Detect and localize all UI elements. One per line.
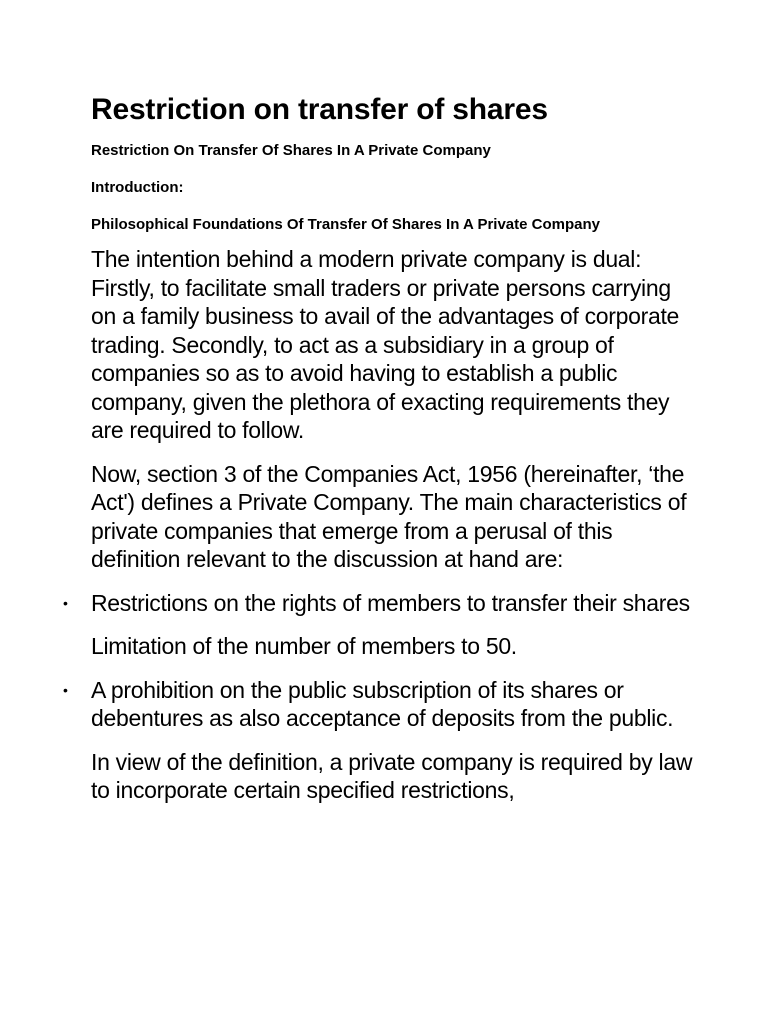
subheading-philosophical-foundations: Philosophical Foundations Of Transfer Of Shares In A Private Company [91, 216, 600, 233]
bullet-text: Restrictions on the rights of members to transfer their shares [91, 589, 690, 616]
document-title: Restriction on transfer of shares [91, 93, 548, 126]
paragraph-in-view: In view of the definition, a private company is required by law to incorporate certain specified restrictions, [91, 748, 693, 803]
subheading-restriction: Restriction On Transfer Of Shares In A Private Company [91, 142, 491, 159]
bullet-icon: • [63, 681, 68, 698]
paragraph-limitation: Limitation of the number of members to 50. [91, 633, 517, 659]
subheading-introduction: Introduction: [91, 179, 184, 196]
document-page [63, 92, 701, 820]
paragraph-section-3: Now, section 3 of the Companies Act, 1956 (hereinafter, ‘the Act') defines a Private Company. The main characteristics of private companies that emerge from a perusal of this definition relevant to the discussion at hand are: [91, 460, 687, 572]
bullet-item-restrictions [63, 589, 701, 618]
bullet-item-prohibition [63, 676, 701, 733]
bullet-text: A prohibition on the public subscription of its shares or debentures as also acceptance of deposits from the public. [91, 676, 674, 731]
paragraph-intention: The intention behind a modern private company is dual: Firstly, to facilitate small traders or private persons carrying on a family business to avail of the advantages of corporate trading. Secondly, to act as a subsidiary in a group of companies so as to avoid having to establish a public company, given the plethora of exacting requirements they are required to follow. [91, 246, 680, 443]
bullet-icon: • [63, 594, 68, 611]
